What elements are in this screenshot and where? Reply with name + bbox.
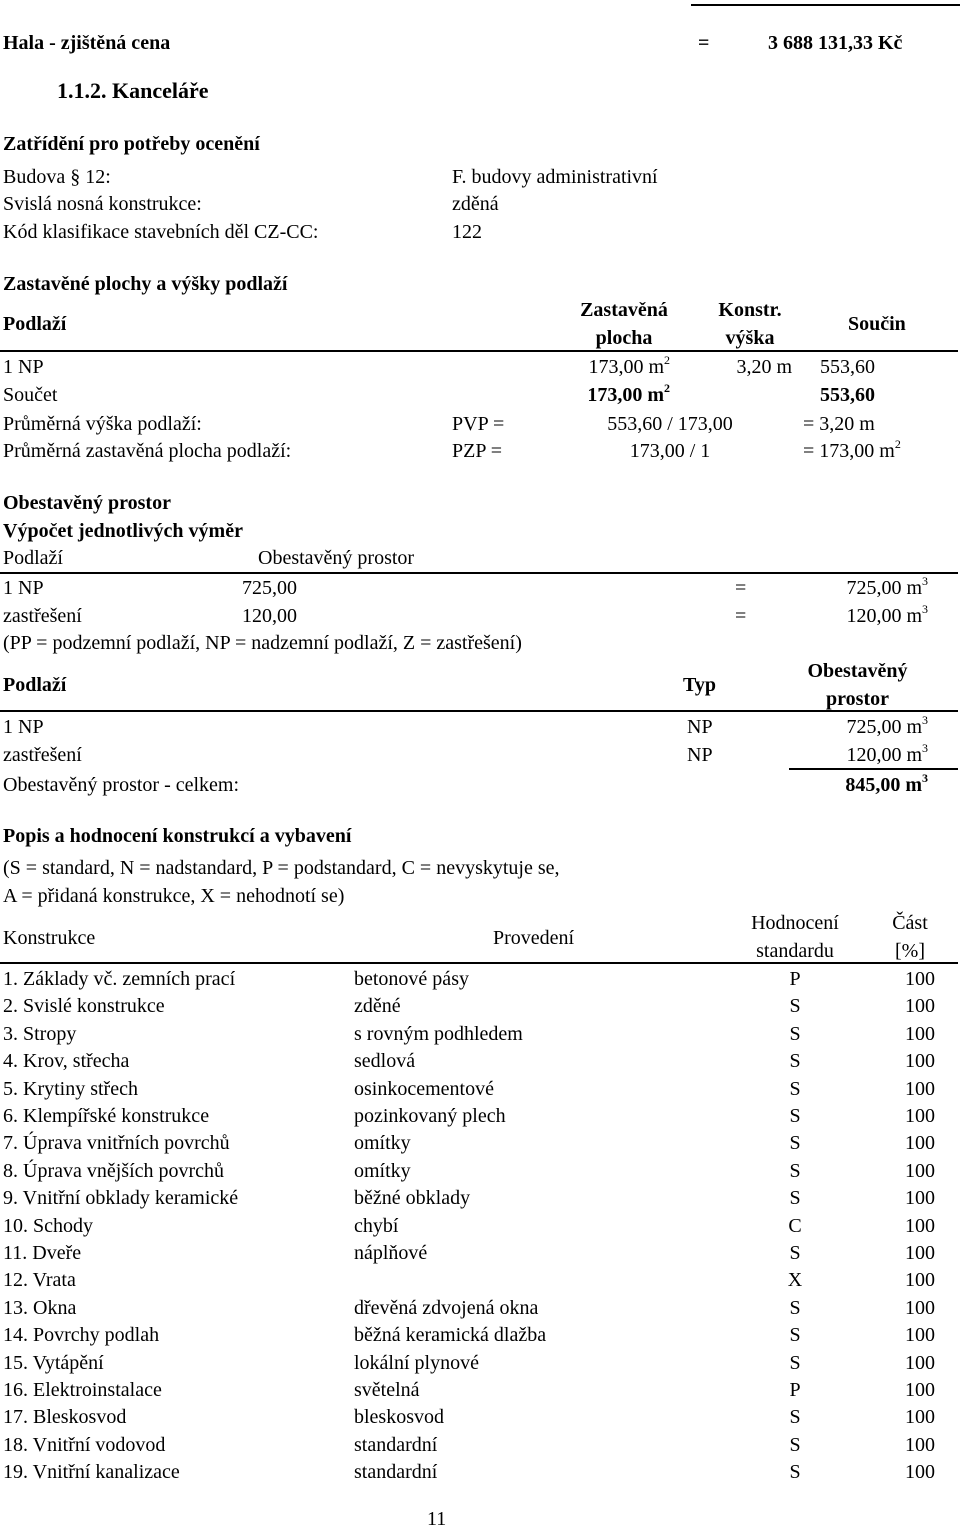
- pvp-result: = 3,20 m: [803, 413, 875, 435]
- construction-hodnoceni: S: [789, 1132, 801, 1155]
- classification-value: zděná: [452, 193, 499, 215]
- section-title: 1.1.2. Kanceláře: [57, 78, 209, 103]
- construction-name: 7. Úprava vnitřních povrchů: [3, 1132, 230, 1155]
- construction-cast: 100: [905, 1461, 935, 1484]
- construction-cast: 100: [905, 1132, 935, 1155]
- pzp-label: Průměrná zastavěná plocha podlaží:: [3, 440, 292, 462]
- summary-header-prostor: Obestavěný: [807, 660, 908, 682]
- obestaveny-note: (PP = podzemní podlaží, NP = nadzemní podlaží, Z = zastřešení): [3, 632, 522, 654]
- obestaveny-row-result: 725,00 $m^3$: [846, 574, 928, 599]
- construction-name: 12. Vrata: [3, 1269, 76, 1292]
- construction-row: [0, 1270, 960, 1298]
- construction-cast: 100: [905, 1105, 935, 1127]
- summary-header-podlazi: Podlaží: [3, 674, 67, 696]
- construction-provedeni: omítky: [354, 1132, 411, 1155]
- construction-header-rule: [0, 962, 958, 964]
- construction-provedeni: betonové pásy: [354, 968, 469, 990]
- classification-value: 122: [452, 221, 482, 243]
- construction-row: [0, 1353, 960, 1381]
- obestaveny-col-prostor: Obestavěný prostor: [258, 547, 415, 569]
- total-label: Obestavěný prostor - celkem:: [3, 774, 240, 796]
- hala-label: Hala - zjištěná cena: [3, 32, 171, 54]
- obestaveny-row-name: 1 NP: [3, 577, 44, 599]
- floors-header-plocha: plocha: [595, 327, 653, 349]
- construction-name: 1. Základy vč. zemních prací: [3, 968, 236, 990]
- construction-name: 13. Okna: [3, 1296, 77, 1319]
- construction-cast: 100: [905, 995, 935, 1018]
- construction-row: [0, 1161, 960, 1189]
- summary-row-name: 1 NP: [3, 716, 44, 738]
- summary-header-rule: [0, 710, 958, 712]
- floor-sum-soucin: 553,60: [820, 384, 875, 406]
- construction-row: [0, 1024, 960, 1052]
- floor-row-soucin: 553,60: [820, 356, 875, 378]
- construction-row: [0, 1051, 960, 1079]
- construction-provedeni: bleskosvod: [354, 1406, 444, 1429]
- classification-label: Budova § 12:: [3, 166, 111, 188]
- construction-provedeni: standardní: [354, 1433, 438, 1456]
- summary-header-typ: Typ: [683, 674, 716, 696]
- floor-sum-plocha: 173,00 $m^2$: [587, 381, 670, 406]
- construction-cast: 100: [905, 968, 935, 990]
- top-rule: [691, 4, 960, 6]
- construction-hodnoceni: S: [789, 1406, 801, 1429]
- construction-provedeni: zděné: [354, 995, 401, 1018]
- construction-cast: 100: [905, 1022, 935, 1045]
- construction-hodnoceni: S: [789, 1187, 801, 1210]
- construction-name: 14. Povrchy podlah: [3, 1324, 160, 1347]
- obestaveny-row-name: zastřešení: [3, 605, 82, 627]
- construction-provedeni: běžná keramická dlažba: [354, 1324, 547, 1347]
- construction-provedeni: světelná: [354, 1379, 420, 1401]
- construction-cast: 100: [905, 1187, 935, 1210]
- construction-cast: 100: [905, 1433, 935, 1456]
- construction-cast: 100: [905, 1077, 935, 1100]
- construction-hodnoceni: S: [789, 1351, 801, 1374]
- construction-row: [0, 1106, 960, 1134]
- obestaveny-row-eq: =: [735, 605, 747, 627]
- construction-cast: 100: [905, 1351, 935, 1374]
- construction-hodnoceni: S: [789, 1077, 801, 1100]
- construction-name: 5. Krytiny střech: [3, 1077, 138, 1100]
- construction-provedeni: lokální plynové: [354, 1351, 479, 1374]
- construction-name: 17. Bleskosvod: [3, 1406, 127, 1429]
- construction-provedeni: běžné obklady: [354, 1187, 471, 1210]
- obestaveny-heading: Obestavěný prostor: [3, 492, 171, 514]
- hala-value: 3 688 131,33 Kč: [768, 32, 903, 54]
- construction-cast: 100: [905, 1159, 935, 1182]
- construction-name: 18. Vnitřní vodovod: [3, 1433, 166, 1456]
- construction-provedeni: omítky: [354, 1159, 411, 1182]
- construction-hodnoceni: P: [789, 1379, 801, 1401]
- construction-name: 6. Klempířské konstrukce: [3, 1105, 210, 1127]
- construction-cast: 100: [905, 1050, 935, 1073]
- construction-hodnoceni: S: [789, 1461, 801, 1484]
- construction-hodnoceni: C: [788, 1214, 802, 1237]
- construction-name: 15. Vytápění: [3, 1351, 104, 1374]
- summary-row-value: 725,00 $m^3$: [846, 713, 928, 738]
- construction-provedeni: sedlová: [354, 1050, 416, 1073]
- summary-header-prostor: prostor: [826, 688, 889, 710]
- construction-hodnoceni: S: [789, 1324, 801, 1347]
- obestaveny-subheading: Výpočet jednotlivých výměr: [3, 520, 243, 542]
- summary-row-name: zastřešení: [3, 744, 82, 766]
- construction-row: [0, 1216, 960, 1244]
- construction-row: [0, 1298, 960, 1326]
- obestaveny-header-rule: [0, 572, 958, 574]
- construction-header-hodnoceni: standardu: [756, 940, 834, 962]
- summary-row-value: 120,00 $m^3$: [846, 741, 928, 766]
- construction-name: 2. Svislé konstrukce: [3, 995, 165, 1018]
- construction-cast: 100: [905, 1214, 935, 1237]
- construction-legend: (S = standard, N = nadstandard, P = podstandard, C = nevyskytuje se,: [3, 857, 560, 879]
- floor-row-name: 1 NP: [3, 356, 44, 378]
- construction-row: [0, 1407, 960, 1435]
- obestaveny-row-result: 120,00 $m^3$: [846, 602, 928, 627]
- construction-provedeni: pozinkovaný plech: [354, 1105, 506, 1127]
- construction-name: 19. Vnitřní kanalizace: [3, 1461, 180, 1484]
- construction-cast: 100: [905, 1269, 935, 1292]
- obestaveny-row-calc: 725,00: [242, 577, 297, 599]
- construction-cast: 100: [905, 1406, 935, 1429]
- total-value: 845,00 $m^3$: [845, 771, 928, 796]
- construction-name: 4. Krov, střecha: [3, 1050, 130, 1073]
- construction-cast: 100: [905, 1324, 935, 1347]
- total-rule: [789, 768, 958, 770]
- construction-provedeni: dřevěná zdvojená okna: [354, 1296, 539, 1319]
- classification-label: Kód klasifikace stavebních děl CZ-CC:: [3, 221, 319, 243]
- construction-provedeni: náplňové: [354, 1242, 428, 1264]
- construction-cast: 100: [905, 1242, 935, 1264]
- construction-provedeni: s rovným podhledem: [354, 1022, 523, 1045]
- construction-row: [0, 1133, 960, 1161]
- construction-hodnoceni: S: [789, 1296, 801, 1319]
- floors-header-soucin: Součin: [848, 313, 906, 335]
- classification-value: F. budovy administrativní: [452, 166, 658, 188]
- construction-header-cast: [%]: [895, 940, 925, 962]
- floors-header-vyska: výška: [725, 327, 775, 349]
- construction-header-provedeni: Provedení: [493, 927, 575, 949]
- construction-row: [0, 1380, 960, 1408]
- construction-row: [0, 1243, 960, 1271]
- construction-hodnoceni: S: [789, 1050, 801, 1073]
- construction-row: [0, 996, 960, 1024]
- construction-name: 11. Dveře: [3, 1242, 82, 1264]
- summary-row-typ: NP: [687, 716, 713, 738]
- floors-heading: Zastavěné plochy a výšky podlaží: [3, 273, 288, 295]
- construction-hodnoceni: S: [789, 1242, 801, 1264]
- construction-cast: 100: [905, 1296, 935, 1319]
- obestaveny-row-eq: =: [735, 577, 747, 599]
- pvp-label: Průměrná výška podlaží:: [3, 413, 202, 435]
- construction-hodnoceni: P: [789, 968, 801, 990]
- construction-provedeni: osinkocementové: [354, 1077, 494, 1100]
- construction-heading: Popis a hodnocení konstrukcí a vybavení: [3, 825, 352, 847]
- construction-hodnoceni: X: [787, 1269, 803, 1292]
- construction-header-cast: Část: [892, 912, 928, 934]
- page-number: 11: [427, 1508, 447, 1530]
- construction-row: [0, 1188, 960, 1216]
- floors-header-plocha: Zastavěná: [580, 299, 668, 321]
- construction-hodnoceni: S: [789, 995, 801, 1018]
- floors-header-podlazi: Podlaží: [3, 313, 67, 335]
- pzp-code: PZP =: [452, 440, 502, 462]
- construction-hodnoceni: S: [789, 1022, 801, 1045]
- construction-legend: A = přidaná konstrukce, X = nehodnotí se): [3, 885, 345, 907]
- construction-row: [0, 969, 960, 997]
- construction-name: 8. Úprava vnějších povrchů: [3, 1159, 225, 1182]
- construction-row: [0, 1325, 960, 1353]
- construction-row: [0, 1435, 960, 1463]
- construction-hodnoceni: S: [789, 1433, 801, 1456]
- construction-hodnoceni: S: [789, 1159, 801, 1182]
- floor-row-vyska: 3,20 m: [736, 356, 792, 378]
- summary-row-typ: NP: [687, 744, 713, 766]
- classification-heading: Zatřídění pro potřeby ocenění: [3, 133, 260, 155]
- construction-header-hodnoceni: Hodnocení: [751, 912, 839, 934]
- construction-row: [0, 1462, 960, 1490]
- hala-eq: =: [698, 32, 710, 54]
- construction-name: 3. Stropy: [3, 1022, 77, 1045]
- construction-provedeni: standardní: [354, 1461, 438, 1484]
- pzp-result: = 173,00 $m^2$: [803, 437, 901, 462]
- construction-hodnoceni: S: [789, 1105, 801, 1127]
- classification-label: Svislá nosná konstrukce:: [3, 193, 202, 215]
- floors-header-vyska: Konstr.: [718, 299, 782, 321]
- construction-row: [0, 1079, 960, 1107]
- floor-row-plocha: 173,00 $m^2$: [588, 353, 670, 378]
- obestaveny-col-podlazi: Podlaží: [3, 547, 63, 569]
- pvp-code: PVP =: [452, 413, 505, 435]
- construction-cast: 100: [905, 1379, 935, 1401]
- obestaveny-row-calc: 120,00: [242, 605, 297, 627]
- floors-header-rule: [0, 350, 958, 352]
- construction-provedeni: chybí: [354, 1214, 399, 1237]
- construction-name: 16. Elektroinstalace: [3, 1379, 162, 1401]
- construction-name: 9. Vnitřní obklady keramické: [3, 1187, 239, 1210]
- construction-name: 10. Schody: [3, 1214, 93, 1237]
- pvp-calc: 553,60 / 173,00: [607, 413, 733, 435]
- pzp-calc: 173,00 / 1: [629, 440, 711, 462]
- floor-sum-name: Součet: [3, 384, 58, 406]
- construction-header-konstrukce: Konstrukce: [3, 927, 96, 949]
